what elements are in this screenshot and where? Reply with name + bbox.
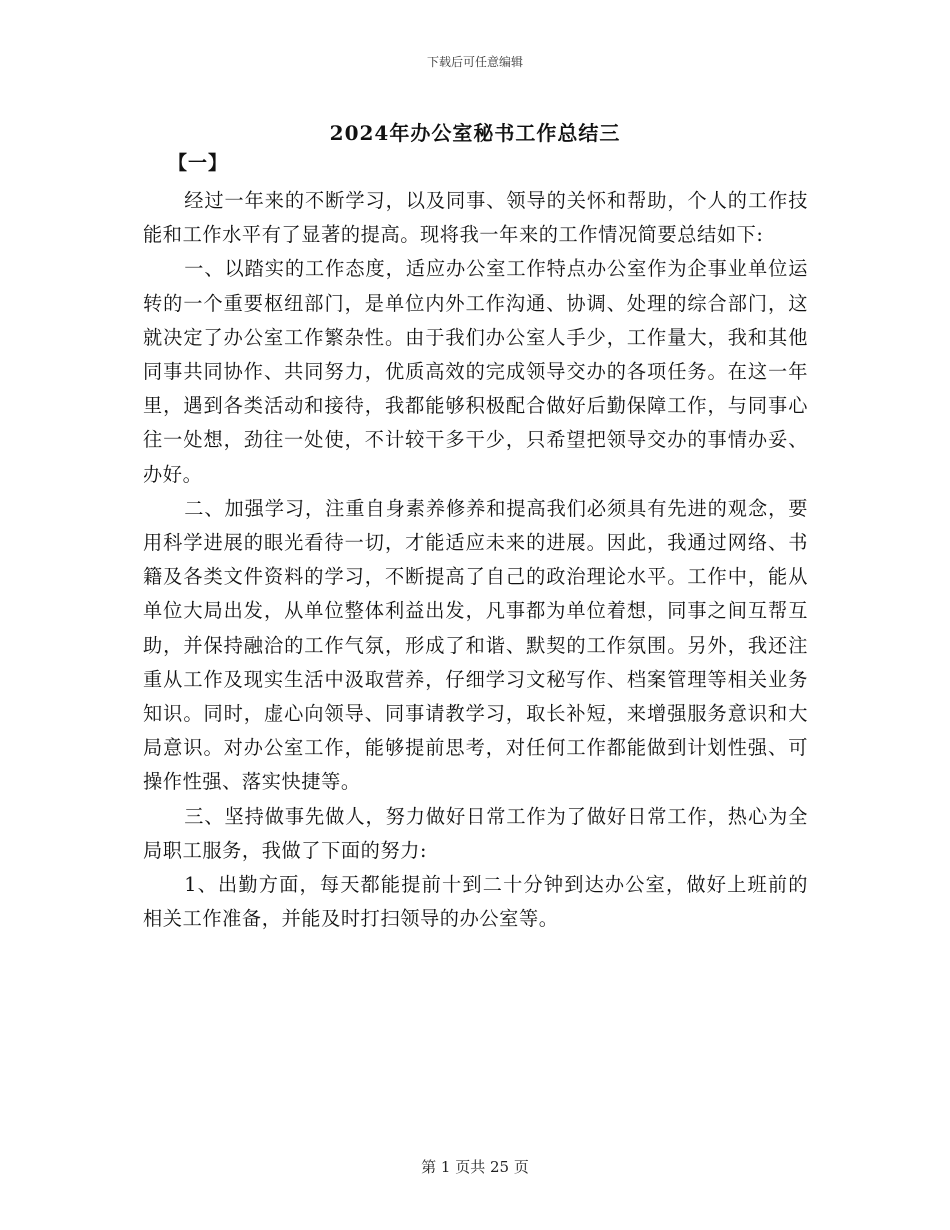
page-header-note: 下载后可任意编辑 [426,55,523,69]
document-body [143,184,808,936]
section-marker: 【一】 [168,152,229,174]
paragraph-intro: 经过一年来的不断学习，以及同事、领导的关怀和帮助，个人的工作技能和工作水平有了显著的提高。现将我一年来的工作情况简要总结如下: [143,189,808,247]
paragraph-section-1: 一、以踏实的工作态度，适应办公室工作特点办公室作为企事业单位运转的一个重要枢纽部门，是单位内外工作沟通、协调、处理的综合部门，这就决定了办公室工作繁杂性。由于我们办公室人手少，工作量大，我和其他同事共同协作、共同努力，优质高效的完成领导交办的各项任务。在这一年里，遇到各类活动和接待，我都能够积极配合做好后勤保障工作，与同事心往一处想，劲往一处使，不计较干多干少，只希望把领导交办的事情办妥、办好。 [143,257,808,486]
paragraph-item-1: 1、出勤方面，每天都能提前十到二十分钟到达办公室，做好上班前的相关工作准备，并能及时打扫领导的办公室等。 [143,873,808,931]
paragraph-section-3: 三、坚持做事先做人，努力做好日常工作为了做好日常工作，热心为全局职工服务，我做了下面的努力: [143,804,808,862]
paragraph-section-2: 二、加强学习，注重自身素养修养和提高我们必须具有先进的观念，要用科学进展的眼光看待一切，才能适应未来的进展。因此，我通过网络、书籍及各类文件资料的学习，不断提高了自己的政治理论水平。工作中，能从单位大局出发，从单位整体利益出发，凡事都为单位着想，同事之间互帮互助，并保持融洽的工作气氛，形成了和谐、默契的工作氛围。另外，我还注重从工作及现实生活中汲取营养，仔细学习文秘写作、档案管理等相关业务知识。同时，虚心向领导、同事请教学习，取长补短，来增强服务意识和大局意识。对办公室工作，能够提前思考，对任何工作都能做到计划性强、可操作性强、落实快捷等。 [143,496,808,794]
document-title: 2024年办公室秘书工作总结三 [329,121,621,145]
page-number: 第 1 页共 25 页 [421,1158,529,1176]
